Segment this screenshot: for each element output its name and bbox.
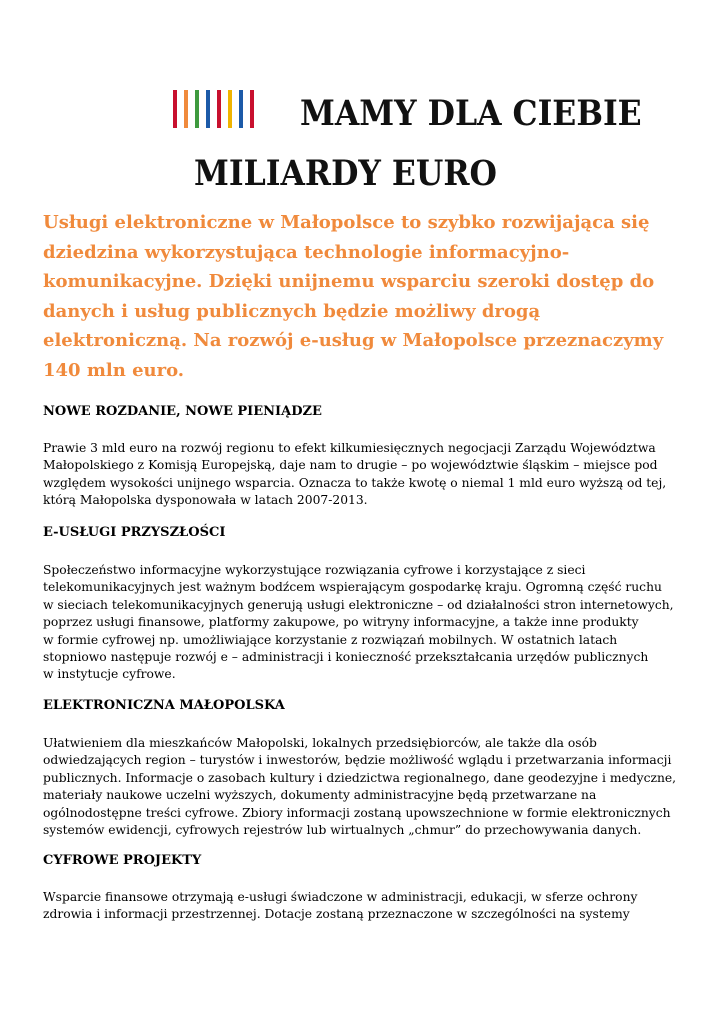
lead-line: komunikacyjne. Dzięki unijnemu wsparciu szeroki dostęp do: [43, 271, 655, 292]
body-line: publicznych. Informacje o zasobach kultury i dziedzictwa regionalnego, dane geodezyjne i medyczne,: [43, 770, 677, 785]
body-line: Małopolskiego z Komisją Europejską, daje nam to drugie – po województwie śląskim – miejsce pod: [43, 458, 658, 473]
logo-stripe: [217, 90, 221, 128]
logo-stripe: [173, 90, 177, 128]
section-body: [43, 735, 713, 839]
lead-paragraph: [43, 208, 703, 385]
section-body: [43, 440, 713, 510]
program-logo-stripes: [173, 90, 261, 128]
lead-line: 140 mln euro.: [43, 359, 185, 381]
lead-line: Usługi elektroniczne w Małopolsce to szybko rozwijająca się: [43, 212, 650, 233]
body-line: zdrowia i informacji przestrzennej. Dotacje zostaną przeznaczone w szczególności na systemy: [43, 907, 630, 922]
body-line: poprzez usługi finansowe, platformy zakupowe, po witryny informacyjne, a także inne produkty: [43, 615, 639, 630]
body-line: którą Małopolska dysponowała w latach 2007-2013.: [43, 493, 368, 508]
lead-line: elektroniczną. Na rozwój e-usług w Małopolsce przeznaczymy: [43, 330, 664, 351]
page-title-line-1: MAMY DLA CIEBIE: [300, 93, 642, 134]
logo-stripe: [250, 90, 254, 128]
logo-stripe: [228, 90, 232, 128]
logo-stripe: [239, 90, 243, 128]
body-line: Społeczeństwo informacyjne wykorzystujące rozwiązania cyfrowe i korzystające z sieci: [43, 563, 586, 577]
body-line: ogólnodostępne treści cyfrowe. Zbiory informacji zostaną upowszechnione w formie elektronicznych: [43, 805, 671, 820]
body-line: względem wysokości unijnego wsparcia. Oznacza to także kwotę o niemal 1 mld euro wyższą od tej,: [43, 475, 667, 490]
page-title-line-2: MILIARDY EURO: [194, 153, 497, 194]
body-line: w instytucje cyfrowe.: [43, 667, 176, 682]
body-line: Wsparcie finansowe otrzymają e-usługi świadczone w administracji, edukacji, w sferze ochrony: [43, 890, 638, 904]
logo-stripe: [195, 90, 199, 128]
body-line: w sieciach telekomunikacyjnych generują usługi elektroniczne – od działalności stron internetowych,: [43, 597, 674, 612]
lead-line: danych i usług publicznych będzie możliwy drogą: [43, 300, 541, 322]
logo-stripe: [184, 90, 188, 128]
section-body: [43, 889, 713, 924]
section-heading: NOWE ROZDANIE, NOWE PIENIĄDZE: [43, 404, 322, 419]
lead-line: dziedzina wykorzystująca technologie informacyjno-: [43, 241, 570, 263]
body-line: materiały naukowe uczelni wyższych, dokumenty administracyjne będą przetwarzane na: [43, 788, 597, 803]
logo-stripe: [206, 90, 210, 128]
section-body: [43, 562, 713, 684]
section-heading: ELEKTRONICZNA MAŁOPOLSKA: [43, 698, 285, 713]
body-line: telekomunikacyjnych jest ważnym bodźcem wspierającym gospodarkę kraju. Ogromną część ruchu: [43, 580, 662, 595]
body-line: Prawie 3 mld euro na rozwój regionu to efekt kilkumiesięcznych negocjacji Zarządu Województwa: [43, 441, 656, 455]
body-line: systemów ewidencji, cyfrowych rejestrów lub wirtualnych „chmur” do przechowywania danych.: [43, 823, 642, 838]
body-line: stopniowo następuje rozwój e – administracji i konieczność przekształcania urzędów publicznych: [43, 650, 649, 665]
section-heading: CYFROWE PROJEKTY: [43, 853, 202, 868]
section-heading: E-USŁUGI PRZYSZŁOŚCI: [43, 525, 226, 540]
body-line: w formie cyfrowej np. umożliwiające korzystanie z rozwiązań mobilnych. W ostatnich latach: [43, 632, 618, 647]
body-line: Ułatwieniem dla mieszkańców Małopolski, lokalnych przedsiębiorców, ale także dla osób: [43, 736, 597, 750]
body-line: odwiedzających region – turystów i inwestorów, będzie możliwość wglądu i przetwarzania informacji: [43, 753, 672, 768]
